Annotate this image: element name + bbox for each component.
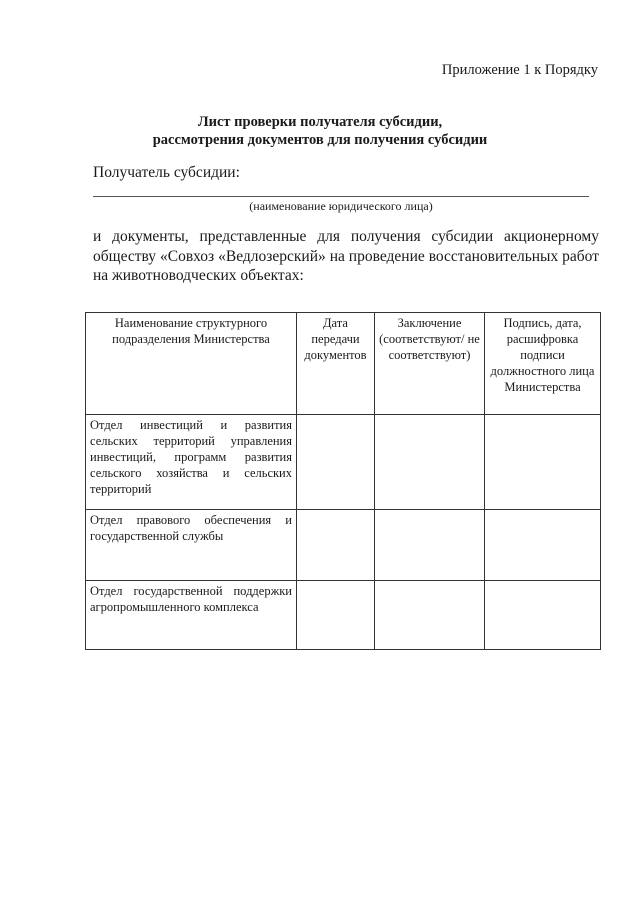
intro-paragraph: и документы, представленные для получения субсидии акционерному обществу «Совхоз «Ведлозерский» на проведение восстановительных работ на животноводческих объектах: [93, 228, 599, 284]
appendix-label: Приложение 1 к Порядку [441, 62, 598, 78]
table-row [86, 510, 601, 581]
cell-transfer-date [297, 415, 375, 510]
check-table [85, 312, 601, 650]
cell-conclusion [375, 581, 485, 650]
recipient-caption: (наименование юридического лица) [249, 199, 433, 213]
document-title [0, 113, 640, 149]
title-line-1: Лист проверки получателя субсидии, [197, 114, 443, 130]
row-department: Отдел государственной поддержки агропромышленного комплекса [86, 581, 297, 650]
cell-signature [485, 415, 601, 510]
row-department: Отдел инвестиций и развития сельских территорий управления инвестиций, программ развития сельского хозяйства и сельских территорий [86, 415, 297, 510]
table-header-row [86, 313, 601, 415]
header-conclusion: Заключение (соответствуют/ не соответствуют) [375, 313, 485, 415]
table-row [86, 581, 601, 650]
cell-transfer-date [297, 581, 375, 650]
cell-conclusion [375, 510, 485, 581]
cell-transfer-date [297, 510, 375, 581]
table-row [86, 415, 601, 510]
cell-conclusion [375, 415, 485, 510]
row-department: Отдел правового обеспечения и государственной службы [86, 510, 297, 581]
header-department: Наименование структурного подразделения Министерства [86, 313, 297, 415]
cell-signature [485, 581, 601, 650]
title-line-2: рассмотрения документов для получения субсидии [152, 132, 488, 148]
recipient-fill-line [93, 196, 589, 197]
header-signature: Подпись, дата, расшифровка подписи должностного лица Министерства [485, 313, 601, 415]
cell-signature [485, 510, 601, 581]
header-transfer-date: Дата передачи документов [297, 313, 375, 415]
recipient-label: Получатель субсидии: [93, 164, 240, 181]
